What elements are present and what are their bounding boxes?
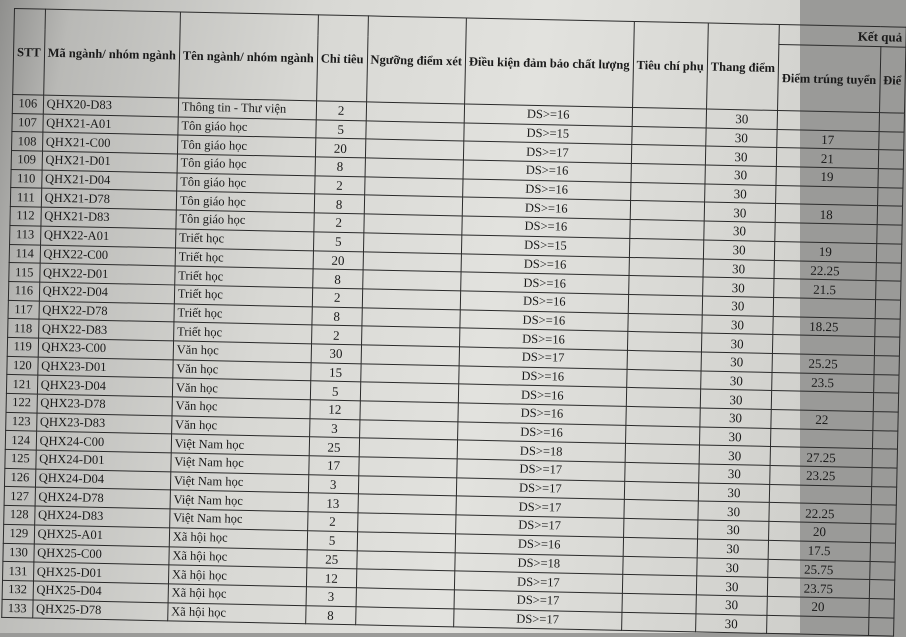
cell-diem-cut — [877, 169, 902, 188]
cell-ten-nganh: Việt Nam học — [170, 472, 308, 494]
cell-thang-diem: 30 — [704, 221, 776, 241]
cell-ma-nganh: QHX22-D04 — [39, 282, 175, 304]
cell-diem-trung-tuyen — [771, 428, 873, 449]
cell-thang-diem: 30 — [697, 557, 769, 577]
cell-ma-nganh: QHX24-D83 — [34, 506, 170, 528]
cell-tieu-chi-phu — [627, 332, 702, 352]
cell-ten-nganh: Thông tin - Thư viện — [178, 98, 316, 120]
cell-tieu-chi-phu — [622, 593, 697, 613]
cell-diem-cut — [870, 505, 895, 524]
cell-ma-nganh: QHX23-D04 — [37, 375, 173, 397]
cell-ten-nganh: Xã hội học — [168, 602, 306, 624]
cell-thang-diem: 30 — [697, 539, 769, 559]
cell-stt: 115 — [9, 263, 40, 282]
cell-nguong-diem — [357, 532, 456, 553]
cell-diem-trung-tuyen: 21 — [776, 148, 878, 169]
cell-ten-nganh: Tôn giáo học — [178, 117, 316, 139]
cell-chi-tieu: 25 — [309, 437, 359, 457]
cell-tieu-chi-phu — [623, 519, 698, 539]
cell-diem-trung-tuyen — [769, 484, 871, 505]
cell-thang-diem: 30 — [695, 613, 767, 633]
cell-chi-tieu: 5 — [310, 381, 360, 401]
col-stt: STT — [13, 9, 45, 96]
cell-ma-nganh: QHX21-D04 — [41, 170, 177, 192]
cell-ma-nganh: QHX25-C00 — [34, 544, 170, 566]
cell-ten-nganh: Việt Nam học — [171, 453, 309, 475]
cell-tieu-chi-phu — [626, 406, 701, 426]
cell-thang-diem: 30 — [706, 109, 778, 129]
admission-table-wrap — [1, 8, 906, 637]
cell-ma-nganh: QHX22-A01 — [40, 226, 176, 248]
cell-stt: 117 — [8, 300, 39, 319]
cell-ma-nganh: QHX21-D01 — [42, 151, 178, 173]
cell-chi-tieu: 17 — [309, 456, 359, 476]
cell-diem-trung-tuyen: 18.25 — [773, 316, 875, 337]
cell-dieu-kien: DS>=16 — [458, 384, 626, 406]
cell-dieu-kien: DS>=16 — [462, 197, 630, 219]
cell-diem-trung-tuyen — [776, 185, 878, 206]
cell-diem-cut — [874, 318, 899, 337]
cell-tieu-chi-phu — [622, 575, 697, 595]
cell-ten-nganh: Việt Nam học — [171, 434, 309, 456]
cell-thang-diem: 30 — [697, 520, 769, 540]
cell-stt: 111 — [10, 188, 41, 207]
cell-diem-cut — [869, 580, 894, 599]
cell-diem-cut — [872, 449, 897, 468]
cell-chi-tieu: 5 — [316, 120, 366, 140]
cell-nguong-diem — [359, 420, 458, 441]
cell-tieu-chi-phu — [631, 126, 706, 146]
cell-ma-nganh: QHX25-D01 — [33, 562, 169, 584]
cell-ten-nganh: Xã hội học — [168, 584, 306, 606]
cell-ten-nganh: Văn học — [173, 341, 311, 363]
cell-thang-diem: 30 — [703, 240, 775, 260]
cell-nguong-diem — [364, 177, 463, 198]
cell-thang-diem: 30 — [702, 296, 774, 316]
cell-ten-nganh: Triết học — [174, 285, 312, 307]
cell-dieu-kien: DS>=16 — [461, 253, 629, 275]
cell-stt: 128 — [4, 506, 35, 525]
cell-tieu-chi-phu — [629, 238, 704, 258]
cell-dieu-kien: DS>=15 — [461, 235, 629, 257]
cell-dieu-kien: DS>=16 — [460, 291, 628, 313]
cell-thang-diem: 30 — [704, 184, 776, 204]
cell-chi-tieu: 8 — [314, 194, 364, 214]
cell-tieu-chi-phu — [622, 556, 697, 576]
cell-stt: 131 — [3, 562, 34, 581]
cell-diem-trung-tuyen: 17.5 — [768, 540, 870, 561]
cell-stt: 124 — [5, 431, 36, 450]
cell-nguong-diem — [363, 233, 462, 254]
cell-ma-nganh: QHX22-C00 — [40, 245, 176, 267]
cell-nguong-diem — [359, 438, 458, 459]
cell-chi-tieu: 2 — [311, 325, 361, 345]
cell-diem-cut — [869, 561, 894, 580]
col-thang-diem: Thang điểm — [706, 23, 779, 110]
cell-chi-tieu: 5 — [307, 531, 357, 551]
cell-nguong-diem — [362, 289, 461, 310]
cell-stt: 113 — [10, 225, 41, 244]
cell-ten-nganh: Triết học — [174, 303, 312, 325]
cell-ma-nganh: QHX21-D83 — [41, 207, 177, 229]
cell-tieu-chi-phu — [625, 444, 700, 464]
table-body — [2, 94, 904, 636]
cell-thang-diem: 30 — [700, 408, 772, 428]
cell-stt: 121 — [6, 375, 37, 394]
cell-tieu-chi-phu — [630, 201, 705, 221]
cell-thang-diem: 30 — [705, 165, 777, 185]
cell-chi-tieu: 20 — [315, 138, 365, 158]
cell-chi-tieu: 20 — [313, 250, 363, 270]
cell-tieu-chi-phu — [631, 145, 706, 165]
cell-nguong-diem — [361, 307, 460, 328]
cell-ma-nganh: QHX22-D01 — [39, 263, 175, 285]
cell-diem-cut — [876, 262, 901, 281]
cell-nguong-diem — [358, 476, 457, 497]
cell-diem-trung-tuyen — [767, 615, 869, 636]
cell-dieu-kien: DS>=17 — [456, 515, 624, 537]
cell-diem-cut — [872, 430, 897, 449]
cell-diem-cut — [875, 281, 900, 300]
cell-tieu-chi-phu — [627, 350, 702, 370]
cell-ten-nganh: Triết học — [175, 247, 313, 269]
cell-tieu-chi-phu — [624, 481, 699, 501]
cell-ten-nganh: Tôn giáo học — [177, 135, 315, 157]
cell-tieu-chi-phu — [625, 425, 700, 445]
cell-dieu-kien: DS>=15 — [464, 123, 632, 145]
cell-thang-diem: 30 — [698, 501, 770, 521]
cell-stt: 130 — [3, 543, 34, 562]
cell-ma-nganh: QHX22-D83 — [38, 319, 174, 341]
cell-chi-tieu: 3 — [309, 418, 359, 438]
cell-ma-nganh: QHX24-C00 — [36, 431, 172, 453]
cell-diem-trung-tuyen: 25.25 — [772, 353, 874, 374]
cell-ten-nganh: Xã hội học — [169, 546, 307, 568]
cell-chi-tieu: 13 — [308, 493, 358, 513]
cell-stt: 125 — [5, 449, 36, 468]
cell-stt: 112 — [10, 207, 41, 226]
cell-ma-nganh: QHX23-C00 — [38, 338, 174, 360]
col-diem-cut: Điể — [879, 47, 905, 114]
cell-diem-cut — [870, 542, 895, 561]
cell-stt: 129 — [3, 524, 34, 543]
cell-nguong-diem — [365, 139, 464, 160]
cell-dieu-kien: DS>=16 — [458, 403, 626, 425]
cell-ma-nganh: QHX24-D01 — [35, 450, 171, 472]
cell-chi-tieu: 25 — [307, 549, 357, 569]
cell-thang-diem: 30 — [700, 389, 772, 409]
cell-diem-trung-tuyen: 22.25 — [769, 503, 871, 524]
col-ten-nganh: Tên ngành/ nhóm ngành — [178, 12, 318, 101]
cell-thang-diem: 30 — [705, 146, 777, 166]
cell-ten-nganh: Tôn giáo học — [177, 173, 315, 195]
cell-diem-cut — [874, 356, 899, 375]
cell-dieu-kien: DS>=17 — [457, 459, 625, 481]
cell-thang-diem: 30 — [696, 595, 768, 615]
cell-stt: 132 — [2, 580, 33, 599]
cell-ma-nganh: QHX23-D83 — [36, 413, 172, 435]
cell-thang-diem: 30 — [703, 258, 775, 278]
cell-dieu-kien: DS>=17 — [456, 478, 624, 500]
cell-dieu-kien: DS>=17 — [463, 141, 631, 163]
cell-stt: 106 — [12, 94, 43, 113]
cell-chi-tieu: 3 — [306, 587, 356, 607]
cell-ma-nganh: QHX24-D78 — [35, 487, 171, 509]
cell-tieu-chi-phu — [628, 294, 703, 314]
cell-ma-nganh: QHX21-D78 — [41, 189, 177, 211]
col-diem-trung-tuyen: Điểm trúng tuyển — [778, 45, 881, 113]
cell-ten-nganh: Việt Nam học — [169, 509, 307, 531]
cell-nguong-diem — [365, 121, 464, 142]
cell-tieu-chi-phu — [624, 500, 699, 520]
cell-nguong-diem — [358, 494, 457, 515]
col-chi-tieu: Chỉ tiêu — [316, 15, 368, 102]
cell-diem-cut — [878, 131, 903, 150]
cell-diem-trung-tuyen: 27.25 — [770, 447, 872, 468]
cell-chi-tieu: 15 — [311, 362, 361, 382]
cell-tieu-chi-phu — [621, 612, 696, 632]
cell-diem-cut — [879, 113, 904, 132]
cell-chi-tieu: 2 — [316, 101, 366, 121]
cell-thang-diem: 30 — [702, 315, 774, 335]
cell-nguong-diem — [362, 270, 461, 291]
cell-nguong-diem — [361, 326, 460, 347]
cell-dieu-kien: DS>=17 — [454, 608, 622, 630]
cell-stt: 123 — [6, 412, 37, 431]
cell-chi-tieu: 2 — [307, 512, 357, 532]
cell-nguong-diem — [359, 401, 458, 422]
cell-ma-nganh: QHX20-D83 — [43, 95, 179, 117]
cell-thang-diem: 30 — [699, 445, 771, 465]
cell-stt: 118 — [8, 319, 39, 338]
cell-ma-nganh: QHX25-A01 — [34, 525, 170, 547]
cell-stt: 114 — [9, 244, 40, 263]
col-dieu-kien: Điều kiện đảm bảo chất lượng — [465, 18, 634, 107]
col-tieu-chi-phu: Tiêu chí phụ — [632, 21, 708, 109]
cell-chi-tieu: 12 — [310, 400, 360, 420]
cell-diem-trung-tuyen — [771, 391, 873, 412]
cell-thang-diem: 30 — [704, 202, 776, 222]
cell-diem-trung-tuyen: 21.5 — [774, 279, 876, 300]
cell-nguong-diem — [361, 345, 460, 366]
cell-diem-trung-tuyen: 18 — [775, 204, 877, 225]
cell-nguong-diem — [363, 251, 462, 272]
cell-diem-trung-tuyen — [773, 297, 875, 318]
cell-tieu-chi-phu — [629, 257, 704, 277]
cell-chi-tieu: 30 — [311, 344, 361, 364]
cell-thang-diem: 30 — [702, 277, 774, 297]
cell-chi-tieu: 8 — [313, 269, 363, 289]
cell-diem-trung-tuyen: 23.75 — [767, 578, 869, 599]
cell-diem-cut — [868, 598, 893, 617]
cell-ten-nganh: Văn học — [172, 397, 310, 419]
cell-tieu-chi-phu — [632, 107, 707, 127]
cell-thang-diem: 30 — [696, 576, 768, 596]
cell-nguong-diem — [363, 214, 462, 235]
cell-diem-trung-tuyen: 23.25 — [770, 465, 872, 486]
cell-ma-nganh: QHX23-D01 — [37, 357, 173, 379]
cell-stt: 133 — [2, 599, 33, 618]
cell-diem-trung-tuyen: 23.5 — [772, 372, 874, 393]
cell-stt: 120 — [7, 356, 38, 375]
cell-thang-diem: 30 — [699, 464, 771, 484]
cell-dieu-kien: DS>=18 — [455, 552, 623, 574]
cell-diem-trung-tuyen: 19 — [774, 241, 876, 262]
cell-nguong-diem — [357, 513, 456, 534]
cell-chi-tieu: 8 — [305, 605, 355, 625]
cell-dieu-kien: DS>=16 — [460, 309, 628, 331]
cell-dieu-kien: DS>=16 — [464, 104, 632, 126]
cell-dieu-kien: DS>=16 — [459, 366, 627, 388]
col-ket-qua: Kết quả — [779, 25, 906, 48]
cell-diem-cut — [873, 374, 898, 393]
cell-tieu-chi-phu — [628, 276, 703, 296]
cell-chi-tieu: 5 — [313, 232, 363, 252]
cell-diem-trung-tuyen: 22 — [771, 409, 873, 430]
cell-diem-cut — [877, 206, 902, 225]
cell-tieu-chi-phu — [626, 369, 701, 389]
cell-stt: 108 — [12, 132, 43, 151]
cell-diem-trung-tuyen: 17 — [777, 129, 879, 150]
col-nguong-diem: Ngưỡng điểm xét — [366, 16, 466, 104]
cell-ten-nganh: Việt Nam học — [170, 490, 308, 512]
cell-tieu-chi-phu — [631, 164, 706, 184]
cell-nguong-diem — [356, 588, 455, 609]
cell-nguong-diem — [360, 363, 459, 384]
cell-tieu-chi-phu — [624, 462, 699, 482]
cell-ten-nganh: Xã hội học — [169, 528, 307, 550]
cell-diem-cut — [872, 412, 897, 431]
cell-dieu-kien: DS>=17 — [454, 571, 622, 593]
cell-ma-nganh: QHX21-A01 — [43, 114, 179, 136]
cell-diem-trung-tuyen — [777, 111, 879, 132]
cell-chi-tieu: 3 — [308, 475, 358, 495]
cell-stt: 107 — [12, 113, 43, 132]
cell-ten-nganh: Văn học — [172, 378, 310, 400]
cell-diem-cut — [871, 468, 896, 487]
cell-thang-diem: 30 — [706, 128, 778, 148]
cell-chi-tieu: 8 — [312, 306, 362, 326]
cell-chi-tieu: 2 — [312, 288, 362, 308]
cell-ma-nganh: QHX21-C00 — [42, 132, 178, 154]
cell-ten-nganh: Triết học — [175, 266, 313, 288]
cell-dieu-kien: DS>=16 — [460, 328, 628, 350]
cell-ten-nganh: Triết học — [173, 322, 311, 344]
cell-ma-nganh: QHX22-D78 — [39, 301, 175, 323]
cell-ten-nganh: Tôn giáo học — [176, 191, 314, 213]
cell-chi-tieu: 2 — [314, 213, 364, 233]
cell-ma-nganh: QHX23-D78 — [37, 394, 173, 416]
cell-dieu-kien: DS>=16 — [458, 422, 626, 444]
cell-ten-nganh: Tôn giáo học — [176, 210, 314, 232]
cell-diem-trung-tuyen: 19 — [776, 167, 878, 188]
cell-thang-diem: 30 — [700, 371, 772, 391]
cell-diem-trung-tuyen: 25.75 — [768, 559, 870, 580]
cell-ten-nganh: Văn học — [173, 360, 311, 382]
cell-ten-nganh: Triết học — [175, 229, 313, 251]
cell-chi-tieu: 8 — [315, 157, 365, 177]
cell-ten-nganh: Tôn giáo học — [177, 154, 315, 176]
cell-tieu-chi-phu — [626, 388, 701, 408]
cell-tieu-chi-phu — [629, 220, 704, 240]
cell-stt: 110 — [11, 169, 42, 188]
cell-ma-nganh: QHX25-D78 — [32, 600, 168, 622]
cell-chi-tieu: 2 — [314, 176, 364, 196]
cell-ma-nganh: QHX24-D04 — [35, 469, 171, 491]
cell-thang-diem: 30 — [701, 333, 773, 353]
cell-tieu-chi-phu — [623, 537, 698, 557]
admission-table — [1, 8, 906, 637]
cell-dieu-kien: DS>=17 — [456, 496, 624, 518]
cell-diem-cut — [871, 486, 896, 505]
cell-diem-cut — [873, 393, 898, 412]
cell-diem-cut — [870, 524, 895, 543]
cell-stt: 127 — [4, 487, 35, 506]
cell-stt: 116 — [8, 281, 39, 300]
cell-thang-diem: 30 — [698, 483, 770, 503]
cell-ma-nganh: QHX25-D04 — [33, 581, 169, 603]
cell-diem-trung-tuyen — [775, 223, 877, 244]
cell-thang-diem: 30 — [699, 427, 771, 447]
cell-diem-cut — [877, 187, 902, 206]
cell-dieu-kien: DS>=18 — [457, 440, 625, 462]
cell-diem-cut — [876, 225, 901, 244]
cell-stt: 126 — [4, 468, 35, 487]
cell-dieu-kien: DS>=16 — [455, 534, 623, 556]
cell-diem-cut — [878, 150, 903, 169]
cell-nguong-diem — [364, 195, 463, 216]
cell-diem-cut — [876, 243, 901, 262]
cell-stt: 119 — [7, 337, 38, 356]
cell-diem-cut — [874, 337, 899, 356]
cell-ten-nganh: Văn học — [171, 416, 309, 438]
cell-diem-trung-tuyen: 22.25 — [774, 260, 876, 281]
cell-nguong-diem — [355, 606, 454, 627]
cell-tieu-chi-phu — [630, 182, 705, 202]
cell-dieu-kien: DS>=16 — [462, 216, 630, 238]
col-ma-nganh: Mã ngành/ nhóm ngành — [43, 9, 180, 98]
cell-chi-tieu: 12 — [306, 568, 356, 588]
cell-dieu-kien: DS>=17 — [459, 347, 627, 369]
cell-dieu-kien: DS>=16 — [463, 179, 631, 201]
cell-stt: 109 — [11, 151, 42, 170]
cell-tieu-chi-phu — [628, 313, 703, 333]
cell-nguong-diem — [365, 158, 464, 179]
cell-nguong-diem — [360, 382, 459, 403]
cell-dieu-kien: DS>=16 — [463, 160, 631, 182]
cell-ten-nganh: Xã hội học — [168, 565, 306, 587]
cell-diem-trung-tuyen: 20 — [769, 522, 871, 543]
cell-nguong-diem — [356, 569, 455, 590]
cell-diem-cut — [875, 299, 900, 318]
cell-thang-diem: 30 — [701, 352, 773, 372]
cell-dieu-kien: DS>=16 — [461, 272, 629, 294]
cell-dieu-kien: DS>=17 — [454, 590, 622, 612]
cell-diem-trung-tuyen — [773, 335, 875, 356]
cell-nguong-diem — [358, 457, 457, 478]
cell-diem-trung-tuyen: 20 — [767, 596, 869, 617]
cell-stt: 122 — [6, 393, 37, 412]
cell-nguong-diem — [366, 102, 465, 123]
cell-diem-cut — [868, 617, 893, 636]
cell-nguong-diem — [356, 550, 455, 571]
